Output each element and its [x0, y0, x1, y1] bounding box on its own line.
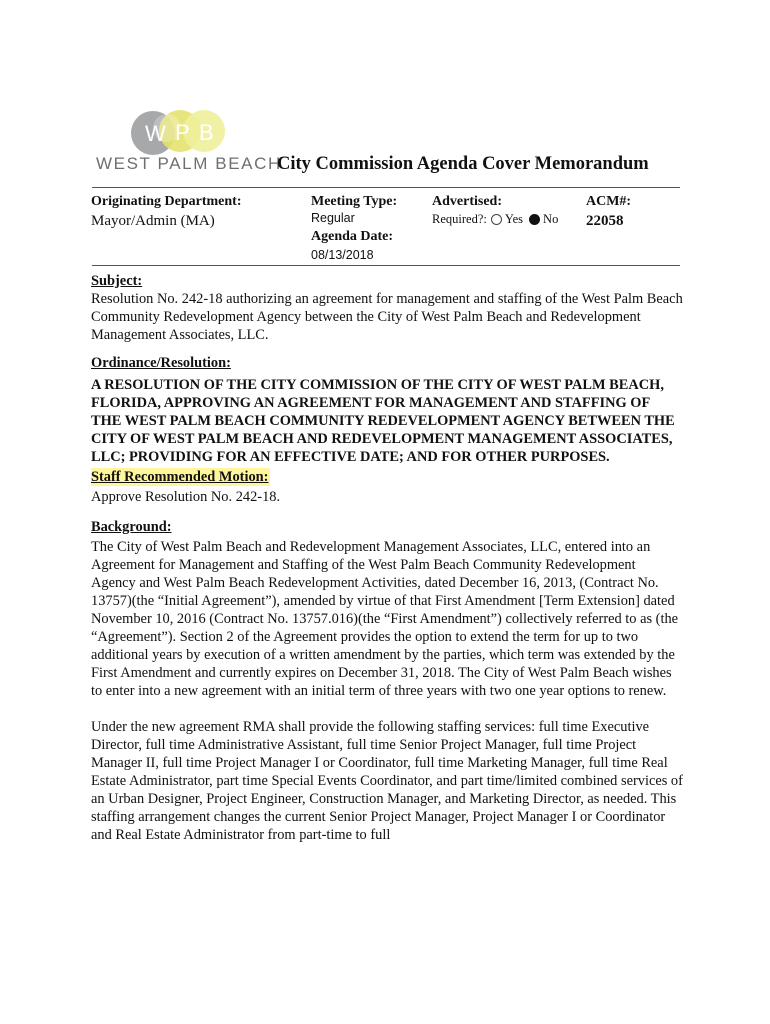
- logo-letter-w: W: [145, 121, 166, 146]
- header-bottom-rule: [92, 265, 680, 266]
- no-radio-icon[interactable]: [529, 214, 540, 225]
- advertised-required-row: [432, 212, 558, 227]
- advertised-label: Advertised:: [432, 194, 502, 209]
- yes-option-label: Yes: [504, 212, 524, 226]
- ordinance-text: A RESOLUTION OF THE CITY COMMISSION OF THE CITY OF WEST PALM BEACH, FLORIDA, APPROVING AN AGREEMENT FOR MANAGEMENT AND STAFFING OF THE WEST PALM BEACH COMMUNITY REDEVELOPMENT AGENCY BETWEEN THE CITY OF WEST PALM BEACH AND REDEVELOPMENT MANAGEMENT ASSOCIATES, LLC; PROVIDING FOR AN EFFECTIVE DATE; AND FOR OTHER PURPOSES.: [91, 377, 675, 465]
- logo-city-name: WEST PALM BEACH: [96, 154, 282, 173]
- header-top-rule: [92, 187, 680, 188]
- acm-label: ACM#:: [586, 194, 632, 209]
- background-heading: Background:: [91, 519, 172, 535]
- logo-letter-p: P: [175, 120, 190, 145]
- logo-letter-b: B: [199, 120, 214, 145]
- meeting-type-value: Regular: [311, 211, 355, 225]
- staff-motion-text: Approve Resolution No. 242-18.: [91, 489, 281, 505]
- no-option-label: No: [543, 212, 559, 226]
- city-logo: [96, 106, 282, 178]
- agenda-date-label: Agenda Date:: [311, 229, 394, 244]
- staff-motion-heading: Staff Recommended Motion:: [91, 469, 269, 485]
- meeting-type-label: Meeting Type:: [311, 194, 398, 209]
- ordinance-heading: Ordinance/Resolution:: [91, 355, 231, 371]
- subject-heading: Subject:: [91, 273, 143, 289]
- document-title: City Commission Agenda Cover Memorandum: [277, 154, 649, 174]
- acm-number: 22058: [586, 213, 624, 229]
- originating-department-label: Originating Department:: [91, 194, 242, 209]
- subject-text: Resolution No. 242-18 authorizing an agreement for management and staffing of the West Palm Beach Community Redevelopment Agency between the City of West Palm Beach and Redevelopment Management Associates, LLC.: [91, 291, 683, 343]
- yes-radio-icon[interactable]: [491, 214, 502, 225]
- required-label: Required?:: [432, 212, 487, 226]
- agenda-date-value: 08/13/2018: [311, 248, 374, 262]
- originating-department-value: Mayor/Admin (MA): [91, 213, 215, 229]
- memorandum-body: [91, 272, 683, 844]
- background-paragraph-1: The City of West Palm Beach and Redevelopment Management Associates, LLC, entered into an Agreement for Management and Staffing of the West Palm Beach Community Redevelopment Agency and West Palm Beach Redevelopment Activities, dated December 16, 2013, (Contract No. 13757)(the “Initial Agreement”), amended by virtue of that First Amendment [Term Extension] dated November 10, 2016 (Contract No. 13757.016)(the “First Amendment”) collectively referred to as (the “Agreement”). Section 2 of the Agreement provides the option to extend the term for up to two additional years by execution of a written amendment by the parties, which term was extended by the First Amendment and currently expires on December 31, 2018. The City of West Palm Beach wishes to enter into a new agreement with an initial term of three years with two one year options to renew.: [91, 539, 679, 699]
- background-paragraph-2: Under the new agreement RMA shall provide the following staffing services: full time Executive Director, full time Administrative Assistant, full time Senior Project Manager, full time Project Manager II, full time Project Manager I or Coordinator, full time Marketing Manager, full time Real Estate Administrator, part time Special Events Coordinator, and part time/limited combined services of an Urban Designer, Project Engineer, Construction Manager, and Marketing Director, as needed. This staffing arrangement changes the current Senior Project Manager, Project Manager I or Coordinator and Real Estate Administrator from part-time to full: [91, 719, 683, 843]
- wpb-circles-logo-icon: [96, 106, 261, 156]
